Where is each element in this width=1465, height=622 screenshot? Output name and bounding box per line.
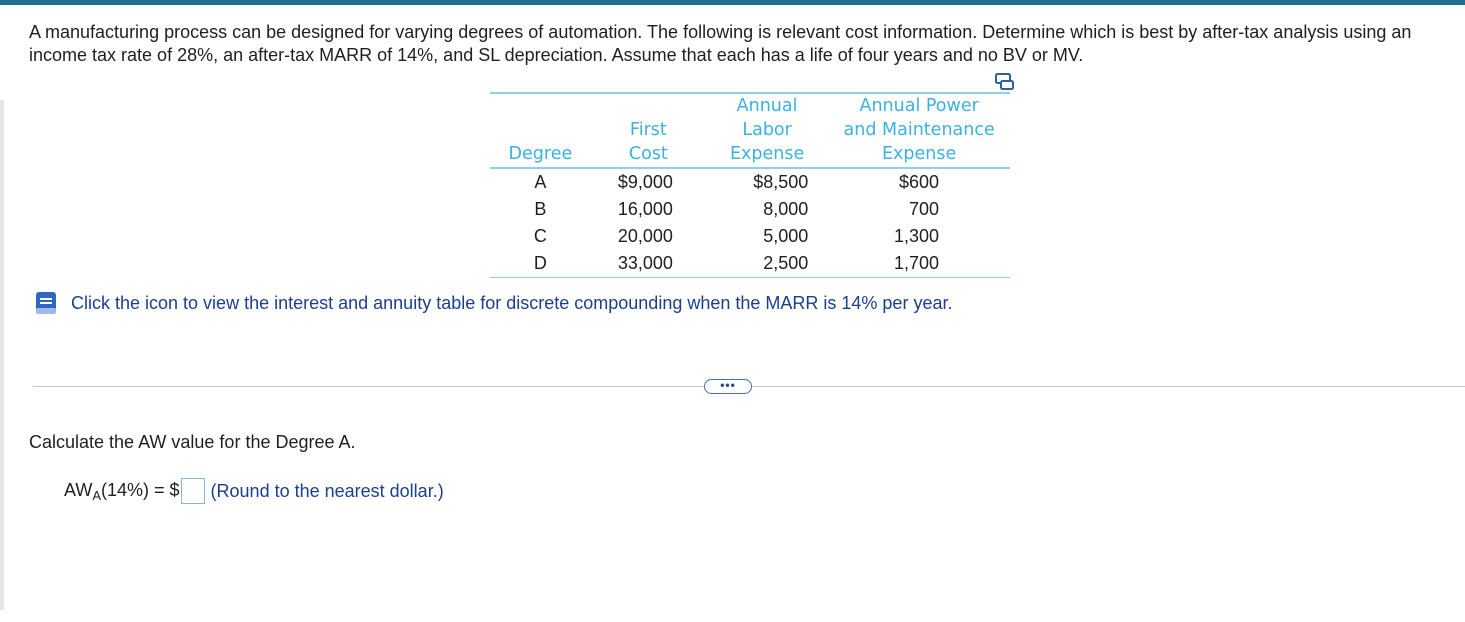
cell-power-expense: 700 — [908, 199, 939, 219]
answer-row — [64, 478, 444, 504]
book-icon[interactable] — [33, 290, 59, 316]
cell-labor-expense: 2,500 — [763, 253, 809, 273]
top-accent-bar — [0, 0, 1465, 5]
table-header-row — [490, 93, 1010, 168]
cell-power-expense: $600 — [898, 172, 939, 192]
cell-first-cost: 33,000 — [617, 253, 673, 273]
header-degree: Degree — [508, 144, 573, 164]
interest-table-link[interactable] — [33, 289, 952, 317]
table-row — [490, 223, 1010, 250]
answer-label: $AW_A(14\%)$ = $ — [64, 479, 180, 503]
cell-first-cost: $9,000 — [617, 172, 673, 192]
cell-degree: A — [534, 172, 547, 192]
copy-icon[interactable] — [993, 73, 1015, 91]
cell-first-cost: 16,000 — [617, 199, 673, 219]
rounding-hint: (Round to the nearest dollar.) — [210, 480, 444, 501]
aw-answer-input[interactable] — [181, 478, 205, 504]
left-margin-rule — [0, 100, 4, 610]
header-annual-labor-expense: Annual Labor Expense — [729, 96, 805, 164]
cell-labor-expense: 5,000 — [763, 226, 809, 246]
cell-degree: C — [533, 226, 547, 246]
cost-table — [490, 92, 1010, 278]
question-text: Calculate the AW value for the Degree A. — [29, 432, 356, 452]
cell-first-cost: 20,000 — [617, 226, 673, 246]
interest-table-link-text[interactable]: Click the icon to view the interest and annuity table for discrete compounding when the MARR is 14% per year. — [71, 292, 953, 313]
table-row — [490, 168, 1010, 196]
cell-labor-expense: 8,000 — [763, 199, 809, 219]
header-annual-power-maintenance-expense: Annual Power and Maintenance Expense — [843, 96, 995, 164]
table-row — [490, 196, 1010, 223]
cell-degree: B — [534, 199, 547, 219]
cell-power-expense: 1,300 — [893, 226, 939, 246]
cell-degree: D — [533, 253, 547, 273]
cell-power-expense: 1,700 — [893, 253, 939, 273]
header-first-cost: First Cost — [628, 120, 668, 164]
table-row — [490, 250, 1010, 278]
expand-more-button[interactable]: ••• — [704, 379, 752, 394]
problem-statement: A manufacturing process can be designed for varying degrees of automation. The following is relevant cost information. Determine which is best by after-tax analysis using an income tax rate of 28%, an after-tax MARR of 14%, and SL depreciation. Assume that each has a life of four years and no BV or MV. — [29, 22, 1412, 65]
cell-labor-expense: $8,500 — [753, 172, 809, 192]
